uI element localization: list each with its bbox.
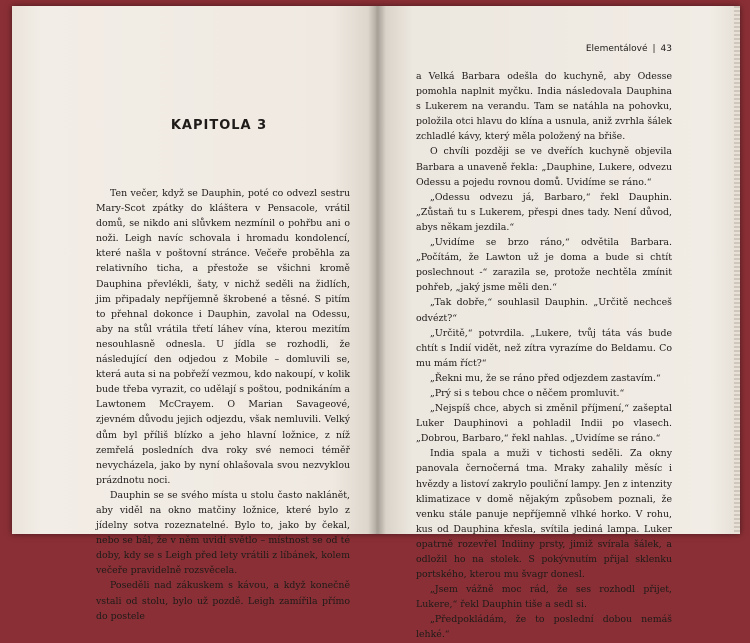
paragraph: „Prý si s tebou chce o něčem promluvit.“ bbox=[430, 387, 625, 399]
paragraph: a Velká Barbara odešla do kuchyně, aby Odesse pomohla naplnit myčku. India následovala Dauphina s Lukerem na verandu. Tam se natáhla na pohovku, položila otci hlavu do klína a usnula, aniž zvrhla šálek zchladlé kávy, který měla položený na břiše. bbox=[416, 71, 672, 143]
running-title: Elementálové bbox=[585, 44, 648, 54]
paragraph: Poseděli nad zákuskem s kávou, a když konečně vstali od stolu, bylo už pozdě. Leigh zamířila přímo do postele bbox=[96, 580, 350, 622]
paragraph: „Tak dobře,“ souhlasil Dauphin. „Určitě nechceš odvézt?“ bbox=[416, 297, 672, 324]
paragraph: „Jsem vážně moc rád, že ses rozhodl přijet, Lukere,“ řekl Dauphin tiše a sedl si. bbox=[416, 584, 672, 611]
page-number: 43 bbox=[660, 44, 672, 54]
page-edges bbox=[734, 6, 740, 534]
chapter-title: KAPITOLA 3 bbox=[170, 118, 268, 133]
paragraph: „Odessu odvezu já, Barbaro,“ řekl Dauphin. „Zůstaň tu s Lukerem, přespi dnes tady. Není důvod, abys někam jezdila.“ bbox=[416, 191, 672, 233]
book-gutter bbox=[368, 6, 386, 534]
running-header bbox=[586, 44, 672, 54]
paragraph: „Uvidíme se brzo ráno,“ odvětila Barbara. „Počítám, že Lawton už je doma a bude si chtít poslechnout -“ zarazila se, protože nechtěla zmínit pohřeb, „jaký jsme měli den.“ bbox=[416, 237, 672, 294]
paragraph: „Řekni mu, že se ráno před odjezdem zastavím.“ bbox=[430, 372, 661, 384]
header-separator: | bbox=[652, 44, 656, 54]
paragraph: O chvíli později se ve dveřích kuchyně objevila Barbara a unaveně řekla: „Dauphine, Lukere, odvezu Odessu a pojedu rovnou domů. Uvidíme se ráno.“ bbox=[416, 146, 672, 188]
paragraph: India spala a muži v tichosti seděli. Za okny panovala černočerná tma. Mraky zahalily měsíc i hvězdy a listoví zakrylo pouliční lampy. Jen z intenzity klimatizace v domě nějakým způsobem poznali, že venku stále panuje nepříjemně vlhké horko. V rohu, kus od Dauphina křesla, svítila jediná lampa. Luker opatrně rozevřel Indiiny prsty, jimiž svírala šálek, a odložil ho na stolek. S pokývnutím přijal sklenku portského, kterou mu švagr donesl. bbox=[416, 448, 672, 581]
paragraph: Dauphin se se svého místa u stolu často naklánět, aby viděl na okno matčiny ložnice, které bylo z jídelny sotva rozeznatelné. Bylo to, jako by čekal, nebo se bál, že v něm uvidí světlo – místnost se od té doby, kdy se s Leigh před lety vrátili z líbánek, kolem večeře pravidelně rozsvěcela. bbox=[96, 489, 350, 577]
right-page-body bbox=[416, 69, 672, 643]
paragraph: „Určitě,“ potvrdila. „Lukere, tvůj táta vás bude chtít s Indií vidět, než zítra vyrazíme do Beldamu. Co mu mám říct?“ bbox=[416, 327, 672, 369]
book-spread bbox=[12, 6, 740, 641]
left-page bbox=[12, 6, 376, 622]
right-page bbox=[376, 6, 740, 641]
left-page-body bbox=[96, 186, 350, 624]
paragraph: Ten večer, když se Dauphin, poté co odvezl sestru Mary-Scot zpátky do kláštera v Pensacole, vrátil domů, se nikdo ani slůvkem nezmínil o pohřbu ani o noži. Leigh navíc schovala i hromadu kondolencí, které našla v poštovní stránce. Večeře proběhla za relativního ticha, a přestože se všichni kromě Dauphina převlékli, šaty, v nichž seděli na židlích, jim připadaly nepříjemně škrobené a těsné. S pitím to přehnal dokonce i Dauphin, zavolal na Odessu, aby na stůl vrátila třetí láhev vína, kterou mezitím nesouhlasně odnesla. U jídla se rozhodli, že následující den odjedou z Mobile – domluvili se, která auta si na pobřeží vezmou, kdo nakoupí, v kolik bude třeba vyrazit, co udělají s poštou, podnikáním a Lawtonem McCrayem. O Marian Savageové, zjevném důvodu jejich odjezdu, však nemluvili. Velký dům byl příliš blízko a jeho hlavní ložnice, z níž zemřelá posledních dva roky své nemoci téměř nevycházela, jako by nyní ohlašovala svou nezvyklou prázdnotu noci. bbox=[96, 188, 350, 486]
paragraph: „Nejspíš chce, abych si změnil příjmení,“ zašeptal Luker Dauphinovi a pohladil Indii po vlasech. „Dobrou, Barbaro,“ řekl nahlas. „Uvidíme se ráno.“ bbox=[416, 403, 672, 445]
paragraph: „Předpokládám, že to poslední dobou nemáš lehké.“ bbox=[416, 614, 672, 641]
